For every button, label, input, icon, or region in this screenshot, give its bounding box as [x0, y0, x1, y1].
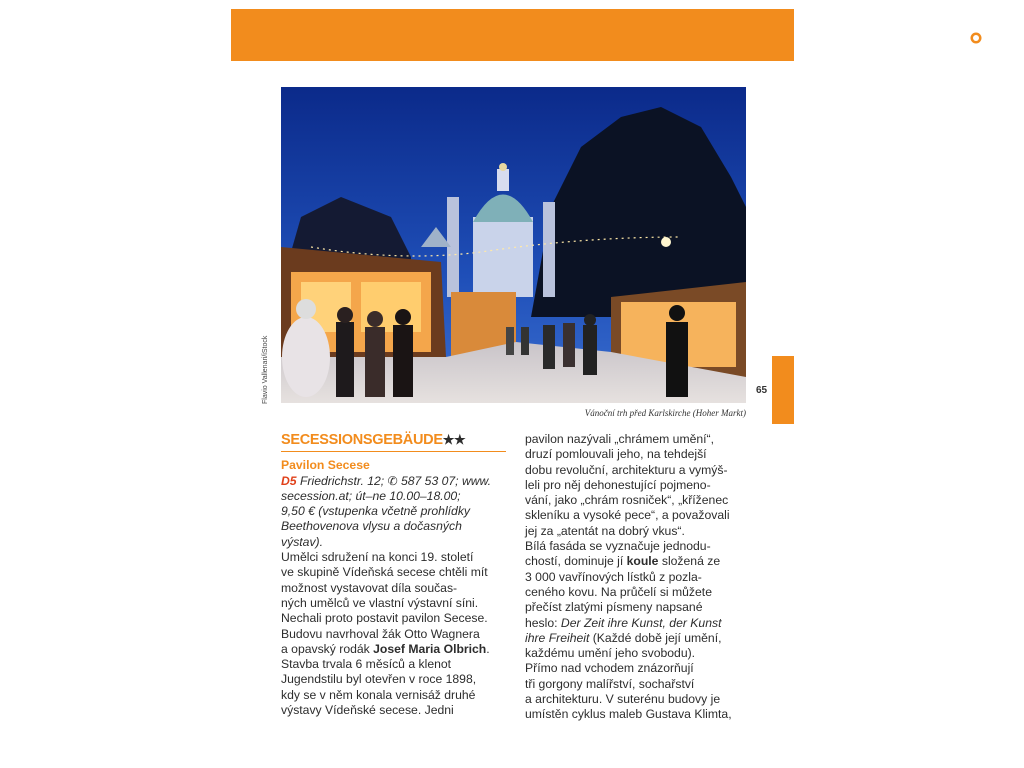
page-number: 65 — [756, 385, 768, 396]
info-line: výstav). — [281, 534, 323, 549]
body-line: Jugendstilu byl otevřen v roce 1898, — [281, 672, 477, 687]
body-line: Umělci sdružení na konci 19. století — [281, 550, 474, 565]
body-line: přečíst zlatými písmeny napsané — [525, 600, 703, 615]
body-line: Nechali proto postavit pavilon Secese. — [281, 611, 488, 626]
architect-name: Josef Maria Olbrich — [373, 641, 487, 656]
phone-icon: ✆ — [387, 473, 398, 488]
body-line: ihre Freiheit (Každé době její umění, — [525, 630, 722, 645]
highlight-koule: koule — [626, 554, 659, 569]
body-line: ných umělců ve vlastní výstavní síni. — [281, 595, 479, 610]
body-line: heslo: Der Zeit ihre Kunst, der Kunst — [525, 615, 722, 630]
body-line: 3 000 vavřínových lístků z pozla- — [525, 569, 702, 584]
body-line: vání, jako „chrám rosniček“, „kříženec — [525, 493, 729, 508]
body-line: Přímo nad vchodem znázorňují — [525, 661, 694, 676]
grid-reference: D5 — [281, 473, 297, 488]
rating-stars: ★★ — [442, 432, 466, 447]
body-line: ve skupině Vídeňská secese chtěli mít — [281, 565, 488, 580]
eye-icon — [960, 28, 992, 48]
body-line: ceného kovu. Na průčelí si můžete — [525, 584, 712, 599]
body-line: umístěn cyklus maleb Gustava Klimta, — [525, 707, 732, 722]
heading-text: SECESSIONSGEBÄUDE — [281, 432, 443, 448]
photo-credit: Flavio Vallenari/iStock — [262, 335, 269, 404]
article-left-column — [281, 432, 506, 718]
photo-caption: Vánoční trh před Karlskirche (Hoher Markt) — [584, 408, 746, 418]
body-line: kdy se v něm konala vernisáž druhé — [281, 687, 476, 702]
body-line: a opavský rodák Josef Maria Olbrich. — [281, 641, 490, 656]
christmas-market-photo — [281, 87, 746, 403]
subheading: Pavilon Secese — [281, 458, 370, 473]
body-line: Budovu navrhoval žák Otto Wagnera — [281, 626, 480, 641]
body-line: výstavy Vídeňské secese. Jedni — [281, 703, 454, 718]
article-right-column — [525, 432, 750, 723]
info-line: 9,50 € (vstupenka včetně prohlídky — [281, 504, 471, 519]
body-line: a architekturu. V suterénu budovy je — [525, 692, 721, 707]
body-line: tři gorgony malířství, sochařství — [525, 676, 695, 691]
body-line: jej za „atentát na dobrý vkus“. — [525, 523, 685, 538]
body-line: pavilon nazývali „chrámem umění“, — [525, 432, 714, 446]
page-tab — [772, 356, 794, 424]
motto: ihre Freiheit — [525, 630, 590, 645]
body-line: možnost vystavovat díla součas- — [281, 580, 458, 595]
body-line: leli pro něj dehonestující pojmeno- — [525, 477, 711, 492]
body-line: druzí pomlouvali jeho, na tehdejší — [525, 447, 707, 462]
info-line: Beethovenova vlysu a dočasných — [281, 519, 462, 534]
body-line: dobu revoluční, architekturu a vymýš- — [525, 462, 728, 477]
body-line: skleníku a vysoké pece“, a považovali — [525, 508, 730, 523]
info-line: secession.at; út–ne 10.00–18.00; — [281, 488, 461, 503]
motto: Der Zeit ihre Kunst, der Kunst — [560, 615, 722, 630]
body-line: chostí, dominuje jí koule složená ze — [525, 554, 721, 569]
body-line: každému umění jeho svobodu). — [525, 646, 696, 661]
header-bar — [231, 9, 794, 61]
info-line: D5 Friedrichstr. 12; ✆ 587 53 07; www. — [281, 473, 492, 488]
body-line: Bílá fasáda se vyznačuje jednodu- — [525, 539, 711, 554]
body-line: Stavba trvala 6 měsíců a klenot — [281, 657, 452, 672]
section-heading — [281, 432, 506, 452]
header-title: WIEDEN — [888, 30, 954, 47]
